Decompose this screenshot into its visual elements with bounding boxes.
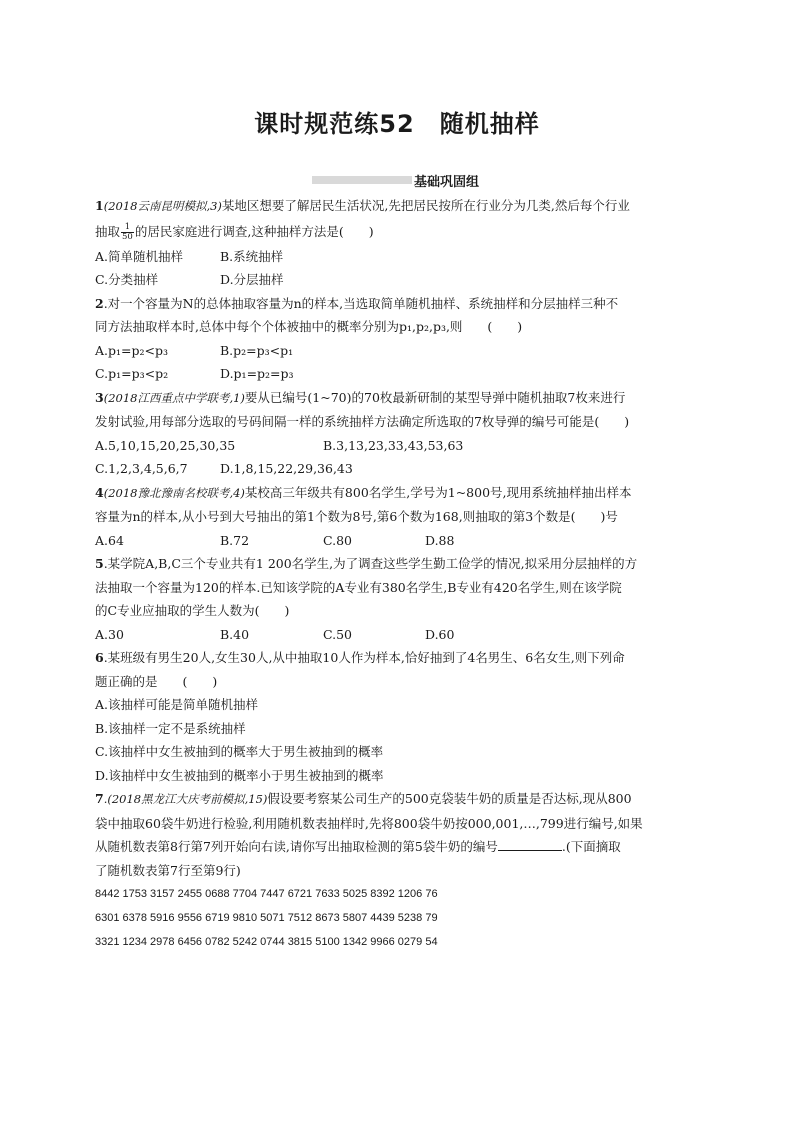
q1-text-a: 某地区想要了解居民生活状况,先把居民按所在行业分为几类,然后每个行业 <box>221 198 630 213</box>
q2-option-c: C.p₁=p₃<p₂ <box>95 366 169 381</box>
q2-number: 2 <box>95 295 104 311</box>
q5-options-row <box>95 623 701 647</box>
section-bar <box>312 176 412 184</box>
q1-option-a: A.简单随机抽样 <box>95 248 184 264</box>
q7-text-c: 从随机数表第8行第7列开始向右读,请你写出抽取检测的第5袋牛奶的编号 <box>95 839 498 854</box>
q5-option-c: C.50 <box>323 626 352 642</box>
q5-option-b: B.40 <box>220 626 250 642</box>
q2-option-b: B.p₂=p₃<p₁ <box>220 342 294 358</box>
q6-option-a: A.该抽样可能是简单随机抽样 <box>95 697 259 712</box>
q2-option-a: A.p₁=p₂<p₃ <box>95 342 168 358</box>
q3-options-row-1 <box>95 434 701 458</box>
q3-source: (2018江西重点中学联考,1) <box>103 390 245 405</box>
q6-text-a: .某班级有男生20人,女生30人,从中抽取10人作为样本,恰好抽到了4名男生、6名女生,则下列命 <box>103 650 625 665</box>
q5-line-3: 的C专业应抽取的学生人数为( ) <box>95 603 290 618</box>
q4-text-a: 某校高三年级共有800名学生,学号为1~800号,现用系统抽样抽出样本 <box>244 484 632 500</box>
q1-option-d: D.分层抽样 <box>220 272 284 287</box>
q4-option-a: A.64 <box>95 532 124 548</box>
q7-source: .(2018黑龙江大庆考前模拟,15) <box>103 792 268 806</box>
q7-line-3 <box>95 835 701 859</box>
q7-number: 7 <box>95 791 104 806</box>
q4-option-b: B.72 <box>220 532 250 548</box>
q7-line-4: 了随机数表第7行至第9行) <box>95 862 241 878</box>
q7-line-1 <box>95 787 701 812</box>
question-list <box>95 194 701 954</box>
q4-number: 4 <box>95 484 104 500</box>
q1-option-b: B.系统抽样 <box>220 248 284 264</box>
q2-options-row-1 <box>95 339 701 363</box>
q4-option-d: D.88 <box>425 532 455 548</box>
section-header <box>312 171 522 189</box>
q1-options-row-2 <box>95 268 701 292</box>
q3-options-row-2 <box>95 457 701 481</box>
q1-frac-denominator: 50 <box>122 231 133 242</box>
q7-text-a: 假设要考察某公司生产的500克袋装牛奶的质量是否达标,现从800 <box>267 791 632 806</box>
q6-number: 6 <box>95 650 104 665</box>
q5-number: 5 <box>95 556 104 571</box>
q2-option-d: D.p₁=p₂=p₃ <box>220 366 294 381</box>
q3-text-a: 要从已编号(1~70)的70枚最新研制的某型导弹中随机抽取7枚来进行 <box>244 389 626 405</box>
q2-options-row-2 <box>95 362 701 386</box>
q2-line-1 <box>95 292 701 316</box>
q4-options-row <box>95 529 701 553</box>
q1-text-b-post: 的居民家庭进行调查,这种抽样方法是( ) <box>134 223 374 239</box>
q5-line-2: 法抽取一个容量为120的样本.已知该学院的A专业有380名学生,B专业有420名学生,则在该学院 <box>95 579 622 595</box>
random-table-row-9: 3321 1234 2978 6456 0782 5242 0744 3815 5100 1342 9966 0279 54 <box>95 936 438 948</box>
q1-fraction <box>121 223 134 242</box>
q3-line-2: 发射试验,用每部分选取的号码间隔一样的系统抽样方法确定所选取的7枚导弹的编号可能是( ) <box>95 414 630 429</box>
q4-line-1 <box>95 481 701 506</box>
q7-text-c-post: .(下面摘取 <box>561 839 621 854</box>
q3-option-c: C.1,2,3,4,5,6,7 <box>95 461 188 476</box>
q6-option-c: C.该抽样中女生被抽到的概率大于男生被抽到的概率 <box>95 744 384 759</box>
q6-option-b: B.该抽样一定不是系统抽样 <box>95 720 246 736</box>
q6-line-1 <box>95 646 701 670</box>
q5-line-1 <box>95 552 701 576</box>
q4-line-2: 容量为n的样本,从小号到大号抽出的第1个数为8号,第6个数为168,则抽取的第3个数是( )号 <box>95 509 618 524</box>
q3-number: 3 <box>95 389 104 405</box>
section-label: 基础巩固组 <box>414 175 480 190</box>
q1-frac-numerator: 1 <box>121 223 134 233</box>
random-table-row-7: 8442 1753 3157 2455 0688 7704 7447 6721 7633 5025 8392 1206 76 <box>95 888 438 900</box>
random-table-row-8: 6301 6378 5916 9556 6719 9810 5071 7512 8673 5807 4439 5238 79 <box>95 912 438 924</box>
q3-option-a: A.5,10,15,20,25,30,35 <box>95 437 236 453</box>
q6-line-2: 题正确的是 ( ) <box>95 673 218 689</box>
page-title: 课时规范练52 随机抽样 <box>254 110 540 138</box>
q3-option-d: D.1,8,15,22,29,36,43 <box>220 461 353 476</box>
q3-option-b: B.3,13,23,33,43,53,63 <box>323 437 464 453</box>
q1-text-b-pre: 抽取 <box>95 223 121 239</box>
q2-text-a: .对一个容量为N的总体抽取容量为n的样本,当选取简单随机抽样、系统抽样和分层抽样三种不 <box>103 295 619 311</box>
q5-option-d: D.60 <box>425 626 455 642</box>
q3-line-1 <box>95 386 701 411</box>
q5-option-a: A.30 <box>95 626 124 642</box>
q1-line-1 <box>95 194 701 219</box>
q7-line-2: 袋中抽取60袋牛奶进行检验,利用随机数表抽样时,先将800袋牛奶按000,001,…,799进行编号,如果 <box>95 815 643 831</box>
q1-option-c: C.分类抽样 <box>95 272 159 287</box>
q4-source: (2018豫北豫南名校联考,4) <box>103 485 245 500</box>
q1-source: (2018云南昆明模拟,3) <box>103 199 222 213</box>
q1-line-2 <box>95 219 701 245</box>
q5-text-a: .某学院A,B,C三个专业共有1 200名学生,为了调查这些学生勤工俭学的情况,拟采用分层抽样的方 <box>103 556 638 571</box>
q1-options-row-1 <box>95 245 701 269</box>
q1-number: 1 <box>95 198 104 213</box>
q7-answer-blank[interactable] <box>498 838 562 851</box>
q4-option-c: C.80 <box>323 532 352 548</box>
q2-line-2: 同方法抽取样本时,总体中每个个体被抽中的概率分别为p₁,p₂,p₃,则 ( ) <box>95 319 523 334</box>
q6-option-d: D.该抽样中女生被抽到的概率小于男生被抽到的概率 <box>95 767 384 783</box>
